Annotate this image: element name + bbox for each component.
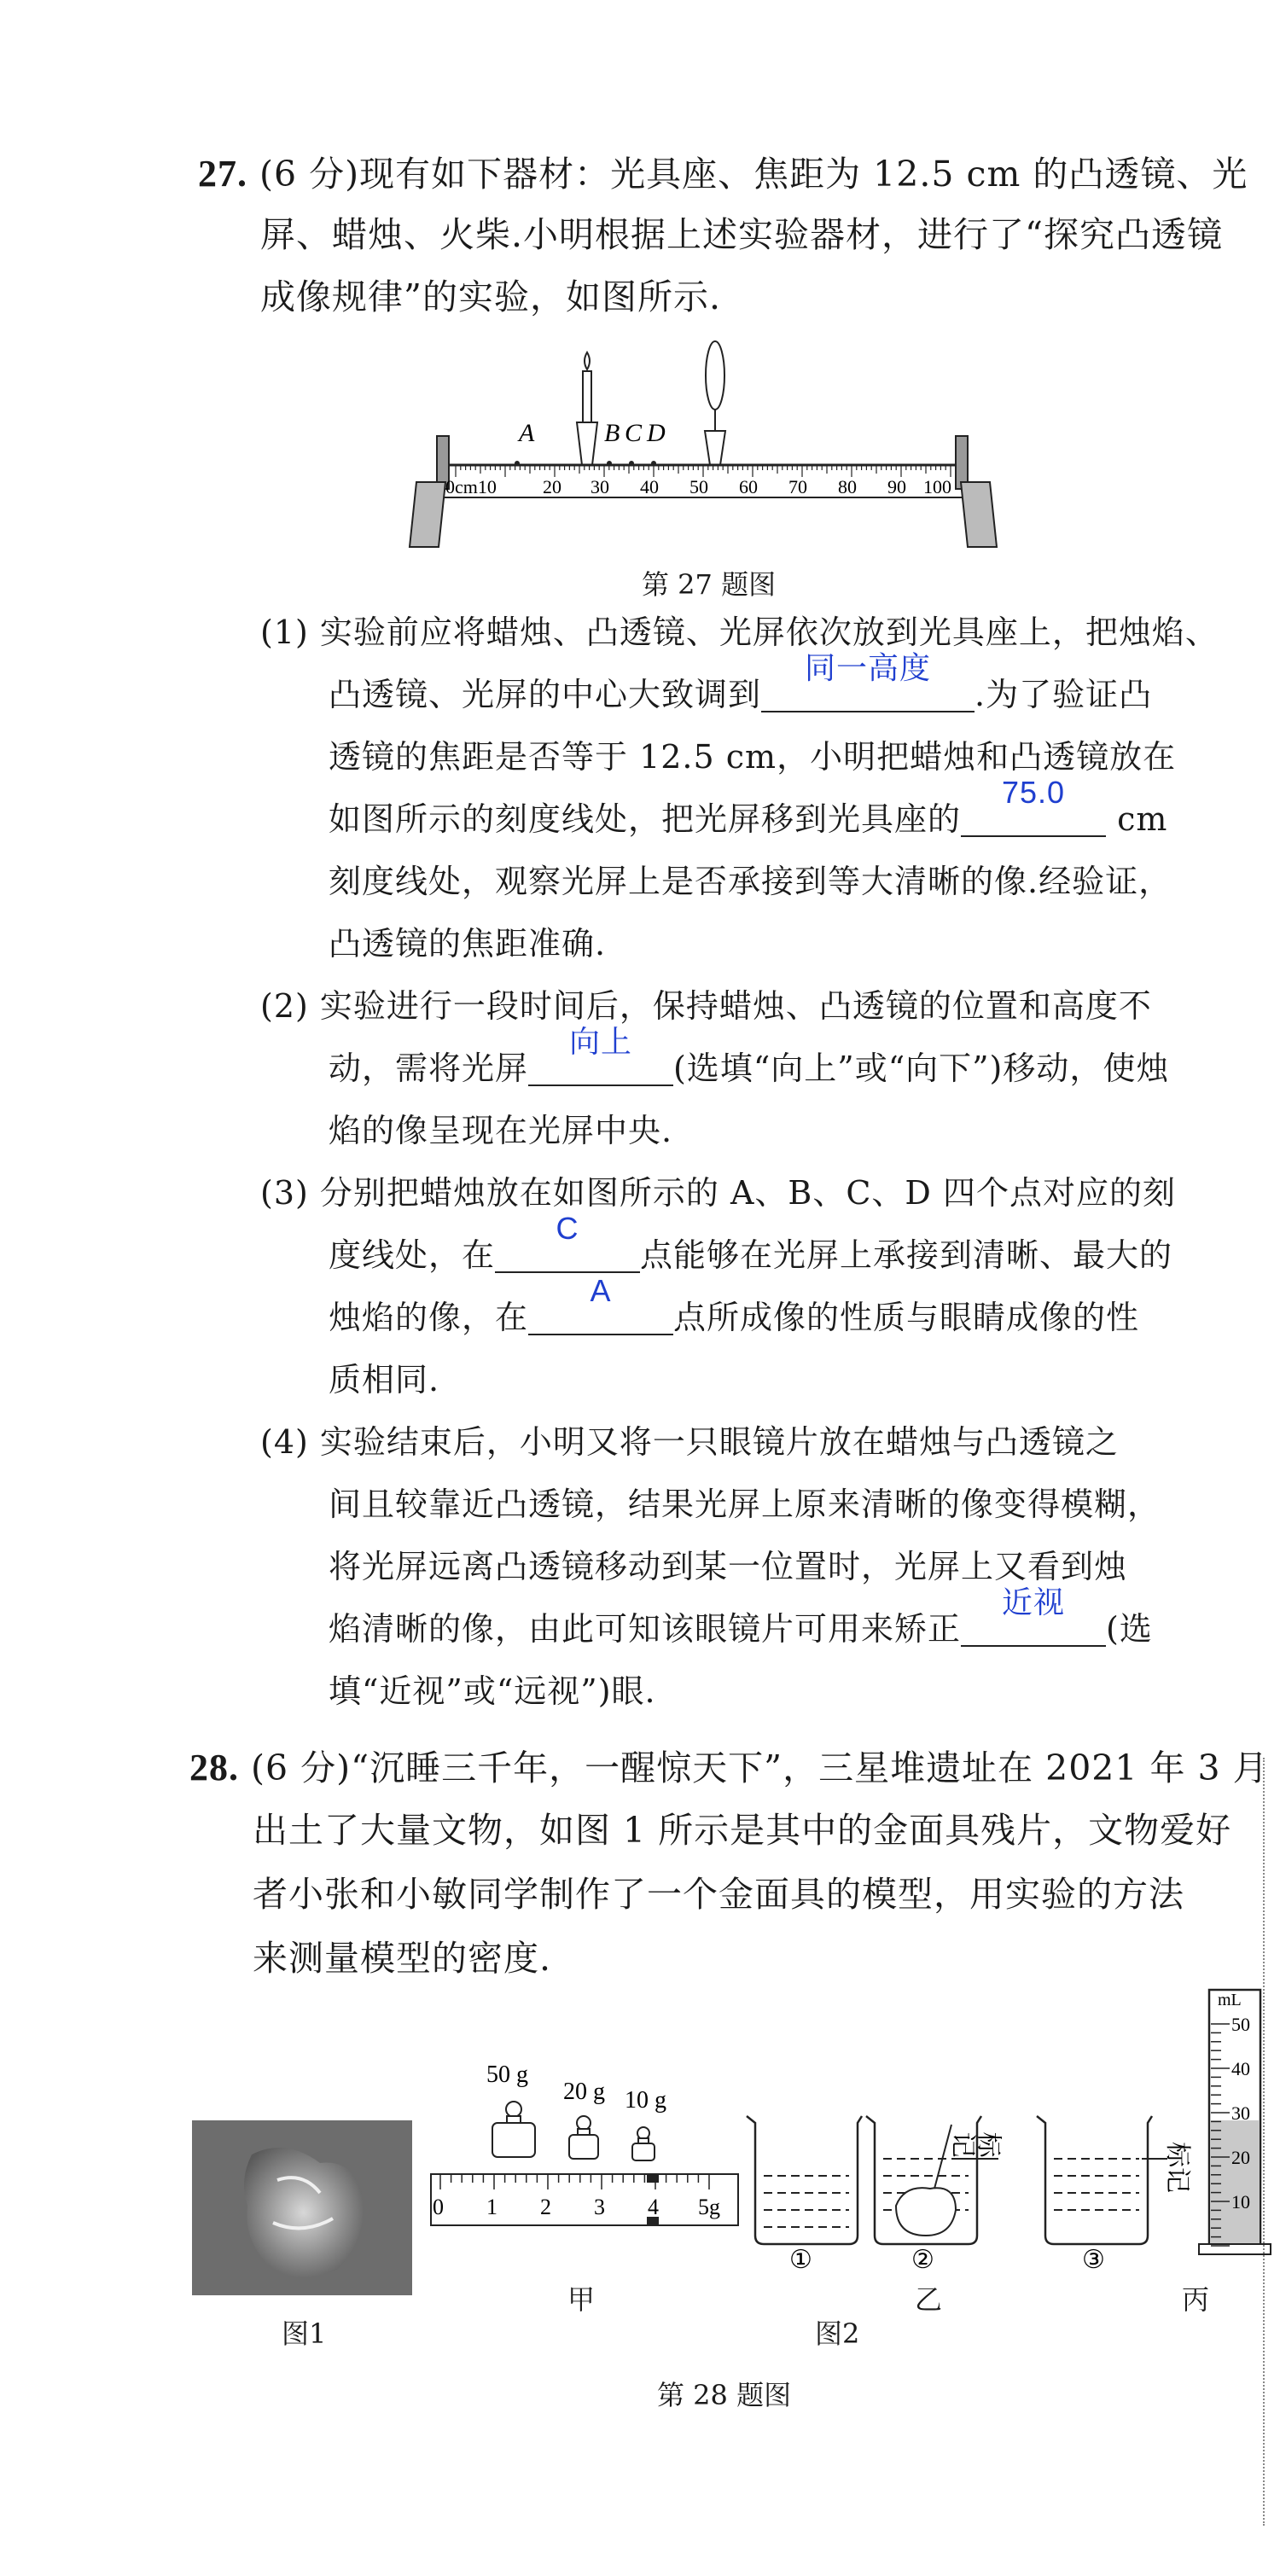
bench-tick-label-70: 70: [788, 476, 807, 497]
answer-text: 同一高度: [805, 650, 932, 685]
scale-tick-label-0: 0: [433, 2195, 444, 2219]
beaker-1-icon: [747, 2116, 862, 2244]
answer-text: 向上: [569, 1024, 633, 1059]
beaker-3-icon: [1037, 2116, 1167, 2244]
q27-p2-text: 动，需将光屏: [329, 1050, 529, 1087]
point-label-b: B: [604, 419, 620, 447]
q27-p3-line-4: 质相同.: [329, 1361, 440, 1398]
weight-20g-icon: [569, 2116, 598, 2159]
q27-p1-line-3: 透镜的焦距是否等于 12.5 cm，小明把蜡烛和凸透镜放在: [329, 738, 1177, 776]
answer-blank-screen-position[interactable]: [961, 775, 1106, 837]
gold-mask-photo: [192, 2120, 412, 2295]
fig-yi-label: 乙: [915, 2283, 943, 2316]
q27-p3-line-1: (3) 分别把蜡烛放在如图所示的 A、B、C、D 四个点对应的刻: [260, 1174, 1176, 1212]
q27-p4-line-1: (4) 实验结束后，小明又将一只眼镜片放在蜡烛与凸透镜之: [260, 1423, 1119, 1461]
balance-scale-figure: [427, 2056, 742, 2253]
q27-p3-text: 点能够在光屏上承接到清晰、最大的: [640, 1236, 1173, 1274]
fig1-label: 图1: [282, 2317, 327, 2350]
bench-tick-label-0: 0cm10: [445, 476, 497, 497]
answer-blank-largest-image-point[interactable]: [495, 1211, 640, 1273]
candle-icon: [577, 352, 597, 465]
scale-tick-label-1: 1: [486, 2195, 497, 2219]
q27-p4-line-4: [329, 1585, 1153, 1648]
weight-label-50g: 50 g: [486, 2061, 528, 2088]
cylinder-tick-20: 20: [1231, 2147, 1250, 2168]
beaker-label-1: ①: [789, 2246, 812, 2274]
q27-stem-3: 成像规律”的实验，如图所示.: [260, 276, 721, 317]
fig2-label: 图2: [815, 2317, 860, 2350]
bench-tick-label-40: 40: [640, 476, 659, 497]
answer-text: C: [556, 1211, 579, 1246]
q27-stem-2: 屏、蜡烛、火柴.小明根据上述实验器材，进行了“探究凸透镜: [260, 214, 1223, 255]
point-label-d: D: [647, 419, 666, 447]
cylinder-unit: mL: [1218, 1991, 1242, 2009]
beakers-figure: [742, 2108, 1191, 2274]
q27-p4-line-2: 间且较靠近凸透镜，结果光屏上原来清晰的像变得模糊，: [329, 1486, 1161, 1523]
q28-stem-4: 来测量模型的密度.: [253, 1938, 552, 1979]
q27-p1-line-4: [329, 775, 1168, 838]
q27-p2-line-1: (2) 实验进行一段时间后，保持蜡烛、凸透镜的位置和高度不: [260, 987, 1152, 1025]
bench-tick-label-20: 20: [543, 476, 561, 497]
q27-p3-text: 烛焰的像，在: [329, 1299, 529, 1336]
q27-p3-text: 度线处，在: [329, 1236, 496, 1274]
mark-label-1: 标记: [951, 2127, 1003, 2156]
answer-blank-same-height[interactable]: [761, 650, 975, 712]
q27-line-1: [198, 155, 1248, 193]
q27-p1-text: 凸透镜、光屏的中心大致调到: [329, 676, 762, 713]
cylinder-tick-30: 30: [1231, 2102, 1250, 2124]
q28-stem-3: 者小张和小敏同学制作了一个金面具的模型，用实验的方法: [253, 1874, 1184, 1915]
convex-lens-icon: [705, 341, 725, 465]
q27-figure-caption: 第 27 题图: [642, 568, 777, 601]
q27-p1-line-5: 刻度线处，观察光屏上是否承接到等大清晰的像.经验证，: [329, 863, 1172, 900]
margin-dotted-line: [1263, 1758, 1265, 2526]
beaker-label-2: ②: [911, 2246, 934, 2274]
q28-stem-2: 出土了大量文物，如图 1 所示是其中的金面具残片，文物爱好: [253, 1810, 1232, 1851]
beaker-label-3: ③: [1082, 2246, 1105, 2274]
cylinder-tick-50: 50: [1231, 2014, 1250, 2035]
q28-figure-caption: 第 28 题图: [657, 2379, 792, 2411]
bench-tick-label-30: 30: [591, 476, 609, 497]
q27-p1-line-6: 凸透镜的焦距准确.: [329, 925, 607, 962]
cylinder-tick-40: 40: [1231, 2058, 1250, 2079]
q27-p3-line-2: [329, 1211, 1173, 1274]
optical-bench-figure: [401, 337, 1015, 550]
bench-tick-label-100: 100: [923, 476, 951, 497]
q27-p1-text: .为了验证凸: [975, 676, 1153, 713]
mark-label-2: 标记: [1163, 2142, 1191, 2193]
q27-stem-1: (6 分)现有如下器材：光具座、焦距为 12.5 cm 的凸透镜、光: [259, 154, 1248, 195]
weight-10g-icon: [632, 2127, 655, 2160]
q27-p1-line-1: (1) 实验前应将蜡烛、凸透镜、光屏依次放到光具座上，把烛焰、: [260, 613, 1219, 651]
q27-p1-text: cm: [1106, 800, 1168, 838]
answer-text: 近视: [1002, 1585, 1066, 1619]
answer-blank-direction[interactable]: [528, 1024, 673, 1086]
answer-text: A: [590, 1273, 612, 1308]
answer-blank-vision-type[interactable]: [961, 1585, 1106, 1647]
weight-label-10g: 10 g: [625, 2087, 666, 2114]
point-label-a: A: [519, 419, 535, 447]
scale-tick-label-5: 5g: [698, 2195, 720, 2219]
q27-p4-text: 焰清晰的像，由此可知该眼镜片可用来矫正: [329, 1610, 962, 1648]
bench-tick-label-60: 60: [739, 476, 758, 497]
weight-50g-icon: [492, 2102, 535, 2157]
q27-p2-line-2: [329, 1024, 1170, 1087]
answer-blank-eye-like-point[interactable]: [528, 1273, 673, 1335]
q28-line-1: [189, 1749, 1269, 1787]
bench-tick-label-50: 50: [689, 476, 708, 497]
fig-jia-label: 甲: [567, 2283, 596, 2316]
q28-number: 28.: [189, 1747, 239, 1788]
fig-bing-label: 丙: [1182, 2283, 1210, 2316]
bench-tick-label-80: 80: [838, 476, 857, 497]
q27-p2-line-3: 焰的像呈现在光屏中央.: [329, 1112, 673, 1149]
scale-tick-label-2: 2: [540, 2195, 551, 2219]
answer-text: 75.0: [1001, 775, 1066, 810]
scale-tick-label-4: 4: [648, 2195, 659, 2219]
q27-p1-line-2: [329, 650, 1153, 713]
slider-rider: [647, 2174, 659, 2183]
cylinder-tick-10: 10: [1231, 2191, 1250, 2213]
q28-stem-1: (6 分)“沉睡三千年，一醒惊天下”，三星堆遗址在 2021 年 3 月: [251, 1747, 1269, 1788]
q27-p1-text: 如图所示的刻度线处，把光屏移到光具座的: [329, 800, 962, 838]
weight-label-20g: 20 g: [563, 2079, 605, 2105]
q27-p4-line-3: 将光屏远离凸透镜移动到某一位置时，光屏上又看到烛: [329, 1548, 1128, 1585]
q27-p4-text: (选: [1106, 1610, 1153, 1648]
scale-tick-label-3: 3: [594, 2195, 605, 2219]
q27-p2-text: (选填“向上”或“向下”)移动，使烛: [673, 1050, 1170, 1087]
point-label-c: C: [625, 419, 643, 447]
bench-tick-label-90: 90: [887, 476, 906, 497]
q27-p4-line-5: 填“近视”或“远视”)眼.: [329, 1672, 656, 1710]
q27-number: 27.: [198, 153, 247, 195]
q27-p3-text: 点所成像的性质与眼睛成像的性: [673, 1299, 1140, 1336]
q27-p3-line-3: [329, 1273, 1140, 1336]
